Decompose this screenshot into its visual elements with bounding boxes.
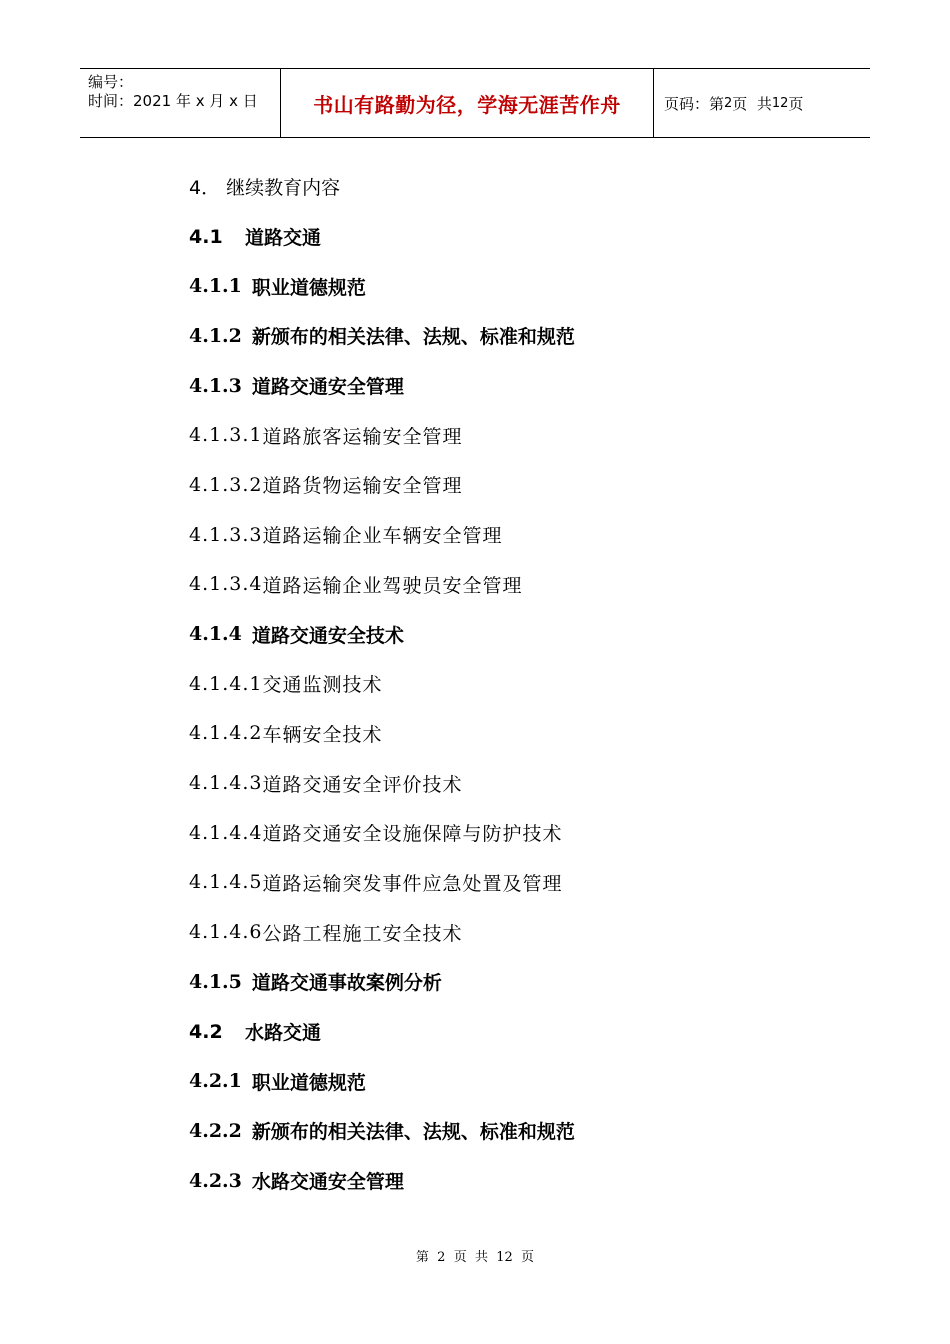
header-info-cell	[80, 69, 281, 137]
outline-text: 职业道德规范	[251, 276, 366, 299]
page-suffix: 页	[788, 94, 804, 113]
outline-line	[189, 1056, 849, 1106]
outline-number: 4.1.4	[189, 623, 242, 646]
outline-text: 道路运输突发事件应急处置及管理	[262, 872, 563, 895]
page-prefix: 页码：第	[664, 94, 725, 113]
outline-number: 4.1.3.3	[189, 523, 263, 546]
outline-line	[189, 361, 849, 411]
outline-line	[189, 410, 849, 460]
outline-line	[189, 1007, 849, 1057]
outline-line	[189, 1106, 849, 1156]
outline-number: 4.1.4.4	[189, 821, 263, 844]
outline-number: 4.2.2	[189, 1119, 242, 1142]
outline-line	[189, 560, 849, 610]
outline-text: 道路旅客运输安全管理	[262, 425, 463, 448]
outline-line	[189, 659, 849, 709]
outline-number: 4.1.2	[189, 324, 242, 347]
outline-text: 道路交通安全技术	[251, 624, 404, 647]
outline-line	[189, 261, 849, 311]
outline-line	[189, 709, 849, 759]
outline-number: 4.2.3	[189, 1169, 242, 1192]
outline-number: 4.1.5	[189, 970, 242, 993]
document-date-label: 时间：2021 年 x 月 x 日	[88, 92, 258, 110]
outline-text: 交通监测技术	[262, 674, 383, 697]
outline-line	[189, 1156, 849, 1206]
page-current: 2	[724, 95, 733, 111]
outline-text: 职业道德规范	[251, 1071, 366, 1094]
page-header	[80, 68, 870, 138]
outline-number: 4.1.4.2	[189, 722, 263, 745]
document-body	[189, 162, 849, 1205]
outline-text: 道路交通安全设施保障与防护技术	[262, 823, 563, 846]
outline-line	[189, 907, 849, 957]
outline-number: 4.1.3	[189, 374, 242, 397]
outline-number: 4.2.1	[189, 1070, 242, 1093]
document-number-label: 编号：	[88, 73, 134, 91]
outline-text: 水路交通安全管理	[251, 1171, 404, 1194]
outline-line	[189, 460, 849, 510]
outline-text: 继续教育内容	[226, 177, 341, 200]
outline-number: 4.1.4.5	[189, 871, 263, 894]
outline-text: 新颁布的相关法律、法规、标准和规范	[251, 1121, 575, 1144]
header-motto: 书山有路勤为径，学海无涯苦作舟	[281, 69, 654, 137]
outline-text: 车辆安全技术	[262, 723, 383, 746]
outline-line	[189, 212, 849, 262]
outline-number: 4.1.4.6	[189, 921, 263, 944]
outline-number: 4.1.4.3	[189, 772, 263, 795]
page-mid: 页 共	[732, 94, 772, 113]
outline-number: 4.1	[189, 225, 223, 248]
outline-text: 道路运输企业驾驶员安全管理	[262, 574, 523, 597]
outline-number: 4.1.3.4	[189, 573, 263, 596]
header-page-number	[654, 69, 870, 137]
outline-text: 道路货物运输安全管理	[262, 475, 463, 498]
outline-text: 道路交通	[245, 227, 322, 250]
outline-text: 道路交通事故案例分析	[251, 972, 442, 995]
outline-line	[189, 758, 849, 808]
outline-text: 道路交通安全管理	[251, 376, 404, 399]
outline-line	[189, 609, 849, 659]
outline-text: 水路交通	[245, 1022, 322, 1045]
outline-number: 4．	[189, 177, 221, 200]
outline-number: 4.1.3.2	[189, 473, 263, 496]
outline-text: 道路交通安全评价技术	[262, 773, 463, 796]
outline-line	[189, 808, 849, 858]
outline-line	[189, 957, 849, 1007]
outline-text: 道路运输企业车辆安全管理	[262, 525, 503, 548]
outline-line	[189, 311, 849, 361]
outline-number: 4.1.4.1	[189, 672, 263, 695]
outline-line	[189, 510, 849, 560]
page-total: 12	[771, 95, 789, 111]
outline-line	[189, 858, 849, 908]
outline-text: 公路工程施工安全技术	[262, 922, 463, 945]
page-footer: 第 2 页 共 12 页	[415, 1250, 535, 1265]
outline-number: 4.1.1	[189, 275, 242, 298]
outline-line	[189, 162, 849, 212]
outline-text: 新颁布的相关法律、法规、标准和规范	[251, 326, 575, 349]
outline-number: 4.1.3.1	[189, 424, 263, 447]
outline-number: 4.2	[189, 1020, 223, 1043]
